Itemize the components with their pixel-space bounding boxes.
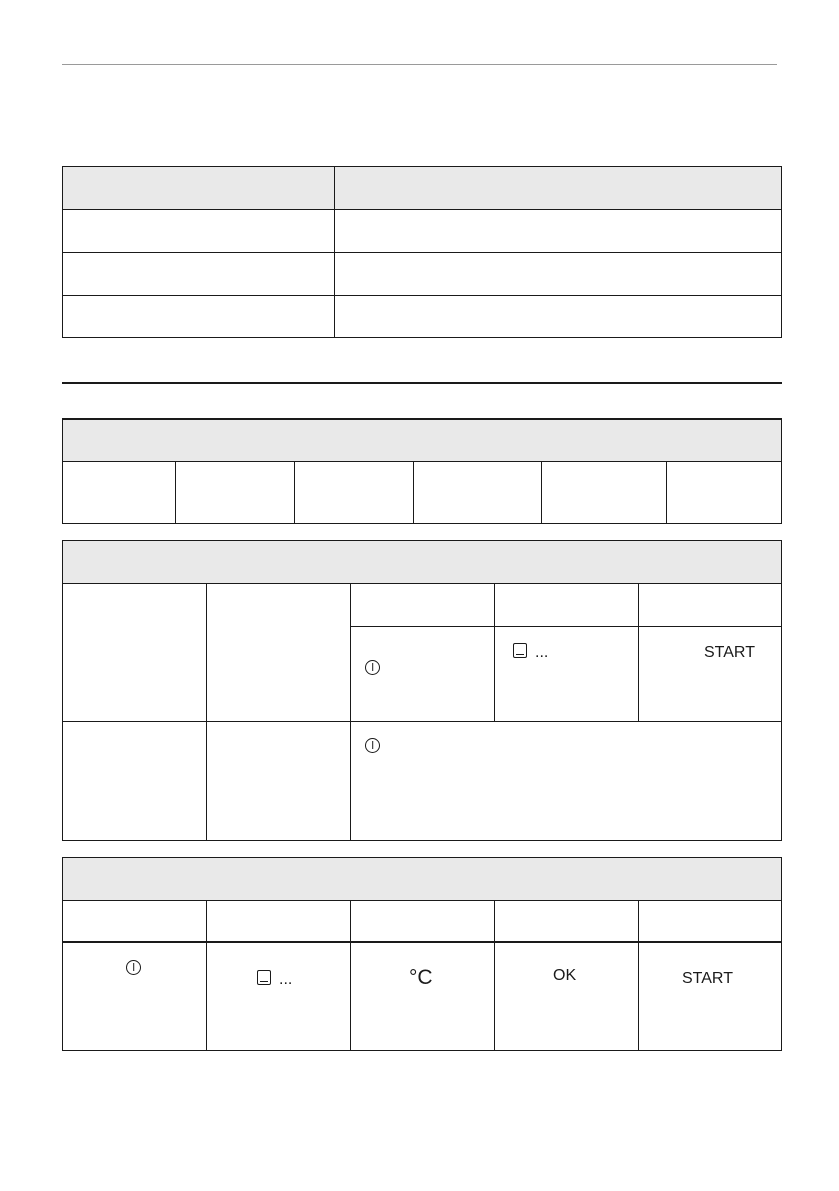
table-3-row-2-col-2 [206,721,351,841]
table-2-header [62,418,782,462]
table-1-header-col-1 [62,166,335,210]
table-3-row-2-merged [350,721,782,841]
table-4-step-start [638,941,782,1051]
table-4-header [62,857,782,901]
table-2-cell-4 [413,461,542,524]
table-3-row-2-col-1 [62,721,207,841]
top-rule [62,64,777,65]
table-3-subheader-col-4 [494,583,639,627]
power-icon [365,738,380,753]
power-icon [365,660,380,675]
table-3-subheader-col-5 [638,583,782,627]
table-3-row-1-col-1 [62,583,207,722]
table-3-step-start [638,626,782,722]
table-4-subheader-col-3 [350,900,495,943]
table-4-subheader-col-4 [494,900,639,943]
table-1-row-2-col-1 [62,252,335,296]
table-3-step-power [350,626,495,722]
table-4-step-power [62,941,207,1051]
table-4-step-temperature [350,941,495,1051]
table-3-subheader-col-3 [350,583,495,627]
table-2-cell-2 [175,461,295,524]
celsius-text: °C [409,966,433,989]
table-1-row-3-col-2 [334,295,782,338]
start-text: START [704,644,755,661]
section-rule [62,382,782,384]
table-2-cell-5 [541,461,667,524]
table-4-step-confirm [494,941,639,1051]
table-4-subheader-col-1 [62,900,207,943]
oven-display-icon [257,970,271,985]
table-1-row-1-col-2 [334,209,782,253]
table-2-cell-3 [294,461,414,524]
table-4-subheader-col-5 [638,900,782,943]
ellipsis-text: ... [279,971,293,988]
table-4-step-function [206,941,351,1051]
table-3-header [62,540,782,584]
table-1-row-1-col-1 [62,209,335,253]
start-text: START [682,970,733,987]
table-1-header-col-2 [334,166,782,210]
table-1-row-2-col-2 [334,252,782,296]
power-icon [126,960,141,975]
table-3-step-function [494,626,639,722]
table-4-subheader-col-2 [206,900,351,943]
ok-text: OK [553,967,577,984]
table-2-cell-6 [666,461,782,524]
table-3-row-1-col-2 [206,583,351,722]
ellipsis-text: ... [535,644,549,661]
oven-display-icon [513,643,527,658]
table-2-cell-1 [62,461,176,524]
table-1-row-3-col-1 [62,295,335,338]
